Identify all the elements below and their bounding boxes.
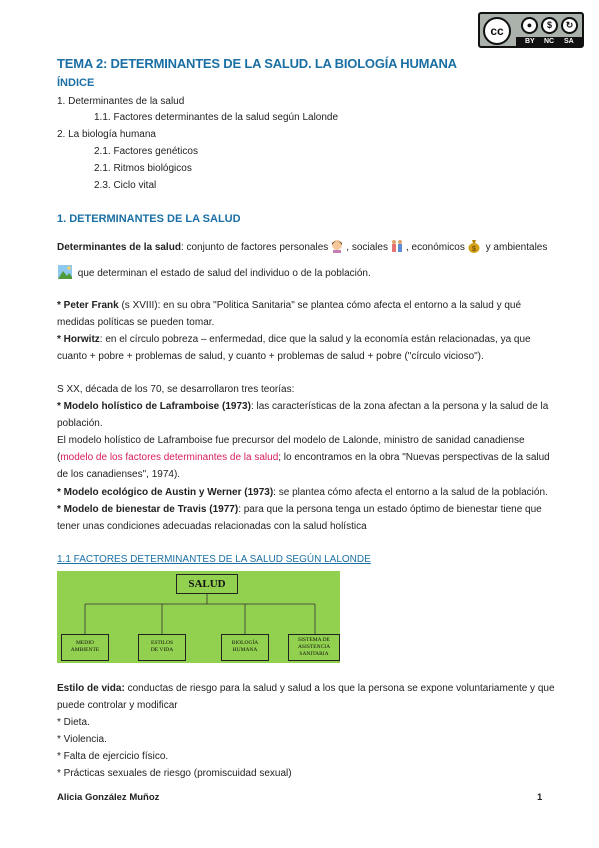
license-sa-label: SA	[564, 38, 574, 45]
diagram-leaf-node	[221, 634, 269, 661]
text: (s XVIII): en su obra "Politica Sanitaria" se plantea cómo afecta el entorno a la salud y qué	[118, 300, 522, 311]
leaf-line: HUMANA	[232, 647, 258, 653]
leaf-line: AMBIENTE	[70, 647, 100, 653]
text: ; lo encontramos en la obra "Nuevas perspectivas de la salud	[278, 452, 550, 463]
estilo-vida-paragraph-cont: puede controlar y modificar	[57, 700, 178, 711]
nc-dollar-icon: $	[541, 17, 558, 34]
diagram-leaf-node	[61, 634, 109, 661]
text: : conjunto de factores personales	[180, 242, 329, 253]
horwitz-paragraph-cont: cuanto + pobre + problemas de salud, y cuanto + problemas de salud + pobre ("círculo vicioso").	[57, 351, 484, 362]
laframboise-paragraph-cont: población.	[57, 418, 103, 429]
family-emoji-icon	[390, 239, 404, 253]
svg-text:$: $	[471, 246, 476, 253]
diagram-root-node: SALUD	[176, 574, 238, 594]
section-heading: 1. DETERMINANTES DE LA SALUD	[57, 213, 241, 225]
travis-paragraph-cont: tener unas condiciones adecuadas relacionadas con la salud holística	[57, 521, 367, 532]
license-by-label: BY	[525, 38, 535, 45]
text: conductas de riesgo para la salud y salud a los que la persona se expone voluntariamente y que	[124, 683, 555, 694]
footer-author: Alicia González Muñoz	[57, 792, 160, 803]
license-nc-label: NC	[544, 38, 555, 45]
sa-cycle-icon: ↻	[561, 17, 578, 34]
determinantes-definition-cont	[57, 265, 371, 281]
peter-frank-paragraph	[57, 299, 521, 313]
leaf-line: SISTEMA DE	[298, 637, 330, 643]
index-item: 1.1. Factores determinantes de la salud según Lalonde	[94, 112, 339, 123]
list-item: * Dieta.	[57, 717, 90, 728]
page-title: TEMA 2: DETERMINANTES DE LA SALUD. LA BIOLOGÍA HUMANA	[57, 56, 457, 71]
index-item: 1. Determinantes de la salud	[57, 96, 185, 107]
index-item: 2. La biología humana	[57, 129, 156, 140]
by-person-icon: ●	[521, 17, 538, 34]
text: y ambientales	[482, 242, 548, 253]
peter-frank-paragraph-cont: medidas políticas se pueden tomar.	[57, 317, 215, 328]
text: , sociales	[346, 242, 388, 253]
index-heading: ÍNDICE	[57, 77, 95, 89]
text: , económicos	[405, 242, 465, 253]
leaf-line: DE VIDA	[150, 647, 174, 653]
term: * Modelo holístico de Laframboise (1973)	[57, 401, 251, 412]
text: : en el círculo pobreza – enfermedad, dice que la salud y la economía están relacionadas, ya que	[99, 334, 531, 345]
leaf-line: MEDIO	[75, 640, 95, 646]
leaf-line: ESTILOS	[151, 640, 173, 646]
determinantes-definition	[57, 239, 547, 255]
travis-paragraph	[57, 503, 542, 517]
text: (	[57, 452, 61, 463]
estilo-vida-paragraph	[57, 682, 555, 696]
text: : para que la persona tenga un estado óptimo de bienestar tiene que	[238, 504, 542, 515]
text: : se plantea cómo afecta el entorno a la salud de la población.	[273, 487, 548, 498]
money-bag-emoji-icon	[467, 239, 481, 253]
link-text[interactable]: 1.1 FACTORES DETERMINANTES DE LA SALUD SEGÚN LALONDE	[57, 554, 371, 565]
index-item: 2.1. Factores genéticos	[94, 146, 198, 157]
cc-license-badge	[478, 12, 584, 48]
laframboise-paragraph	[57, 400, 548, 414]
term: * Modelo ecológico de Austin y Werner (1973)	[57, 487, 274, 498]
lalonde-section-link[interactable]	[57, 553, 371, 567]
sxx-paragraph: S XX, década de los 70, se desarrollaron tres teorías:	[57, 384, 295, 395]
lalonde-diagram	[57, 571, 340, 663]
person-emoji-icon	[330, 239, 344, 253]
leaf-line: BIOLOGÍA	[231, 640, 259, 646]
landscape-emoji-icon	[57, 265, 73, 279]
holistic-paragraph: El modelo holístico de Laframboise fue precursor del modelo de Lalonde, ministro de sanidad canadiense	[57, 435, 525, 446]
holistic-paragraph-cont2: de los canadienses", 1974).	[57, 469, 181, 480]
term: * Modelo de bienestar de Travis (1977)	[57, 504, 239, 515]
leaf-line: ASISTENCIA	[297, 644, 331, 650]
diagram-leaf-node	[138, 634, 186, 661]
list-item: * Violencia.	[57, 734, 107, 745]
holistic-paragraph-cont	[57, 451, 550, 465]
term: * Horwitz	[57, 334, 100, 345]
term: Estilo de vida:	[57, 683, 125, 694]
list-item: * Prácticas sexuales de riesgo (promiscuidad sexual)	[57, 768, 292, 779]
page-number: 1	[537, 792, 543, 803]
text: : las características de la zona afectan a la persona y la salud de la	[250, 401, 549, 412]
term: Determinantes de la salud	[57, 242, 181, 253]
horwitz-paragraph	[57, 333, 531, 347]
austin-werner-paragraph	[57, 486, 548, 500]
index-item: 2.1. Ritmos biológicos	[94, 163, 192, 174]
list-item: * Falta de ejercicio físico.	[57, 751, 169, 762]
text: que determinan el estado de salud del individuo o de la población.	[75, 268, 371, 279]
highlight-text: modelo de los factores determinantes de la salud	[60, 452, 279, 463]
index-item: 2.3. Ciclo vital	[94, 180, 157, 191]
cc-icon: cc	[483, 17, 511, 45]
term: * Peter Frank	[57, 300, 119, 311]
diagram-leaf-node	[288, 634, 340, 661]
leaf-line: SANITARIA	[299, 651, 329, 657]
